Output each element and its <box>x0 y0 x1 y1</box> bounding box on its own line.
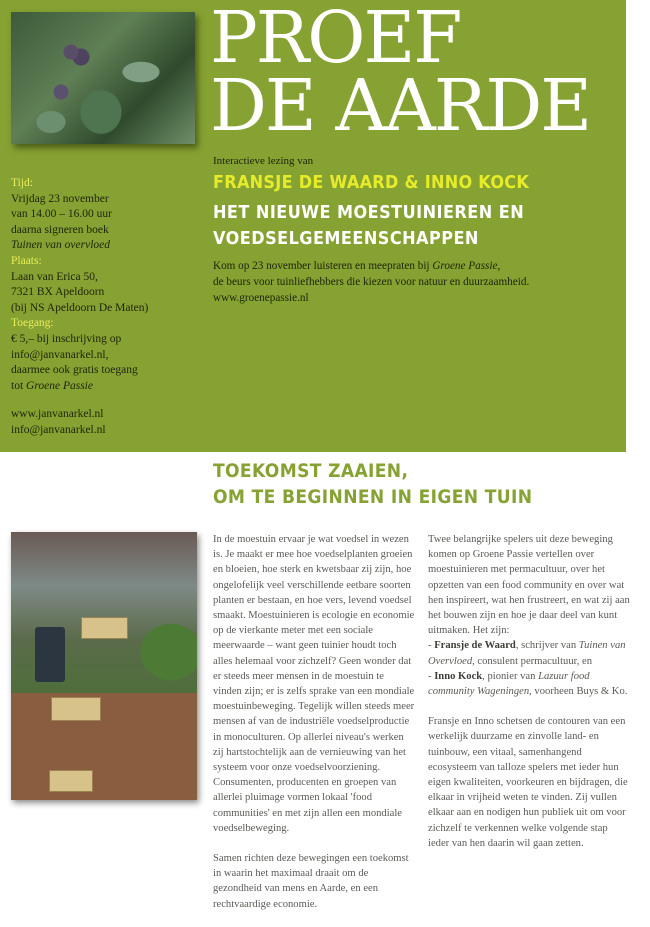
heading-line-1: TOEKOMST ZAAIEN, <box>213 460 409 482</box>
access-label: Toegang: <box>11 317 54 330</box>
article-heading <box>213 458 532 510</box>
topic-heading <box>213 200 524 252</box>
plum-tree-photo <box>11 12 195 144</box>
title-line-2: DE AARDE <box>210 64 591 147</box>
organization-name: Lazuur food community Wageningen <box>428 670 590 698</box>
address-line: 7321 BX Apeldoorn <box>11 286 105 299</box>
paragraph: Samen richten deze bewegingen een toekomst in waarin het maximaal draait om de gezondheid van mens en Aarde, en een rechtvaardige economie. <box>213 853 409 910</box>
topic-line-1: HET NIEUWE MOESTUINIEREN EN <box>213 203 525 223</box>
time-label: Tijd: <box>11 177 33 189</box>
list-dash: - <box>428 640 435 652</box>
time-line: van 14.00 – 16.00 uur <box>11 208 112 221</box>
bin-shape <box>35 627 65 682</box>
access-line: € 5,– bij inschrijving op <box>11 332 122 345</box>
time-line: Vrijdag 23 november <box>11 192 109 205</box>
green-header-panel <box>0 0 626 452</box>
list-text: , voorheen Buys & Ko. <box>529 686 628 698</box>
desc-text: , <box>497 260 501 272</box>
website-link[interactable]: www.janvanarkel.nl <box>11 408 104 421</box>
address-line: Laan van Erica 50, <box>11 270 98 283</box>
groene-passie-name: Groene Passie <box>432 260 498 272</box>
event-info <box>11 176 201 439</box>
list-dash: - <box>428 670 435 682</box>
speaker-list <box>428 638 630 699</box>
paragraph: In de moestuin ervaar je wat voedsel in wezen is. Je maakt er mee hoe voedselplanten groeien en bloeien, hoe sterk en kwetsbaar zij zijn, hoe ongelofelijk veel verschillende eetbare soorten planten er bestaan, en hoe vers, levend voedsel smaakt. Moestuinieren is ecologie en economie op de vierkante meter met een sociale meerwaarde – want geen tuinier houdt toch alles helemaal voor zichzelf? Geen wonder dat er steeds meer mensen in de moestuin te vinden zijn; er is zelfs sprake van een mondiale moestuinbeweging. Tegelijk willen steeds meer mensen af van de industriële voedselproductie in monoculturen. Op allerlei niveau's werken zij hartstochtelijk aan de vernieuwing van het systeem voor onze voedselvoorziening. Consumenten, producenten en groepen van allerlei pluimage vormen lokaal 'food communities' en met zijn allen een mondiale voedselbeweging. <box>213 534 415 834</box>
email-link[interactable]: info@janvanarkel.nl <box>11 423 106 436</box>
page-title <box>210 0 591 147</box>
access-line <box>11 379 201 395</box>
groene-passie-name: Groene Passie <box>26 379 93 392</box>
crate-shape <box>51 697 101 721</box>
lecture-intro: Interactieve lezing van <box>213 155 314 167</box>
desc-text: de beurs voor tuinliefhebbers die kiezen voor natuur en duurzaamheid. <box>213 276 530 288</box>
speaker-name: Fransje de Waard <box>434 640 516 652</box>
access-line: daarmee ook gratis toegang <box>11 364 138 377</box>
list-text: , pionier van <box>482 670 539 682</box>
title-line-1: PROEF <box>210 0 461 79</box>
topic-line-2: VOEDSELGEMEENSCHAPPEN <box>213 229 479 249</box>
garden-photo <box>11 532 197 800</box>
list-text: , schrijver van <box>515 640 579 652</box>
list-text: , consulent permacultuur, en <box>472 655 593 667</box>
book-title: Tuinen van overvloed <box>11 239 111 252</box>
paragraph: Twee belangrijke spelers uit deze beweging komen op Groene Passie vertellen over moestuinieren met permacultuur, over het opzetten van een food community en over wat hen inspireert, wat hen frustreert, en wat zij aan het bouwen zijn en hoe je daar deel van kunt uitmaken. Het zijn: <box>428 534 630 637</box>
heading-line-2: OM TE BEGINNEN IN EIGEN TUIN <box>213 486 533 508</box>
crate-shape <box>81 617 128 639</box>
paragraph: Fransje en Inno schetsen de contouren van een werkelijk duurzame en zinvolle land- en tuinbouw, een vitaal, samenhangend ecosysteem van talloze spelers met ieder hun eigen kwaliteiten, voorkeuren en bijdragen, die elkaar in vrijheid weten te vinden. Zij vullen elkaar aan en nodigen hun publiek uit om voor zichzelf te verkennen welke volgende stap ieder van hen daarin wil gaan zetten. <box>428 716 628 849</box>
crate-shape <box>49 770 93 792</box>
time-line: daarna signeren boek <box>11 223 109 236</box>
access-text: tot <box>11 379 27 392</box>
book-title: Tuinen van Overvloed <box>428 640 626 667</box>
speaker-name: Inno Kock <box>434 670 483 682</box>
speakers-heading: FRANSJE DE WAARD & INNO KOCK <box>213 173 530 193</box>
access-email-link[interactable]: info@janvanarkel.nl, <box>11 348 109 361</box>
groenepassie-link[interactable]: www.groenepassie.nl <box>213 292 309 304</box>
address-line: (bij NS Apeldoorn De Maten) <box>11 301 149 314</box>
article-column-2 <box>428 532 630 866</box>
event-description <box>213 258 529 306</box>
article-column-1 <box>213 532 415 927</box>
desc-text: Kom op 23 november luisteren en meepraten bij <box>213 260 433 272</box>
place-label: Plaats: <box>11 254 42 267</box>
